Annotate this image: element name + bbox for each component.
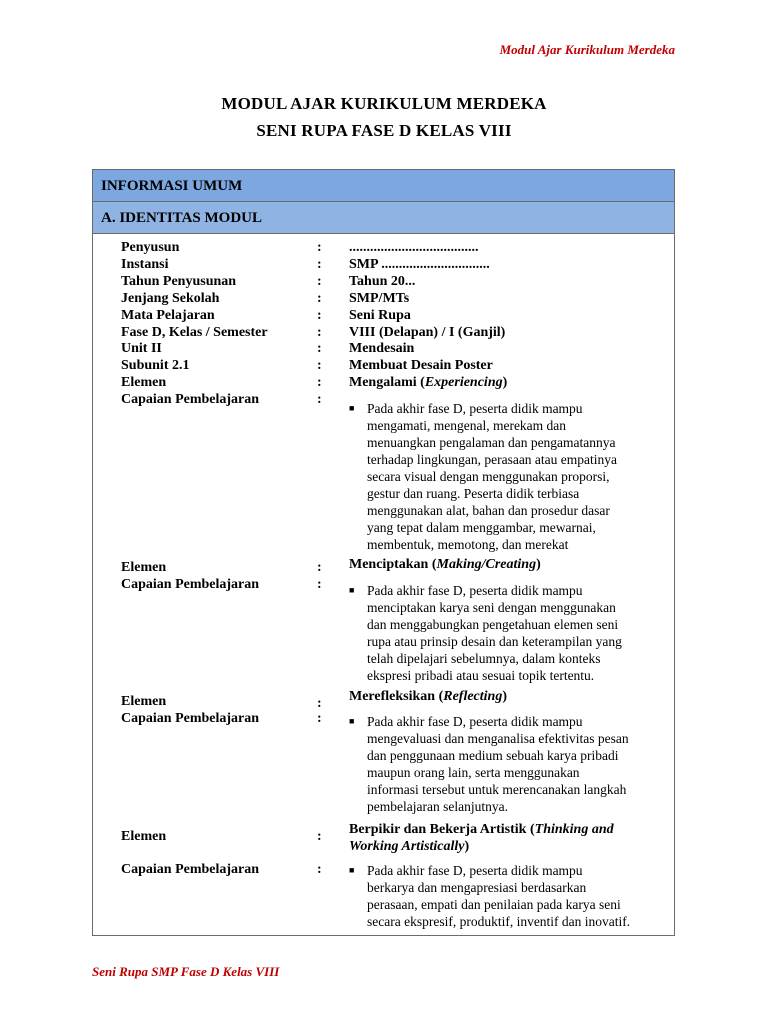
elemen-label: Elemen [121,375,167,390]
identity-value-penyusun: ..................................... [349,240,479,255]
identity-label-subunit: Subunit 2.1 [121,358,190,373]
identity-value-unit: Mendesain [349,341,415,356]
colon: : [317,829,322,844]
colon: : [317,375,322,390]
identity-label-jenjang: Jenjang Sekolah [121,291,220,306]
capaian-label: Capaian Pembelajaran [121,577,260,592]
elemen-label: Elemen [121,694,167,709]
capaian-label: Capaian Pembelajaran [121,711,260,726]
bullet-icon: ■ [349,403,355,413]
section-identity-header: A. IDENTITAS MODUL [93,202,674,234]
header-note: Modul Ajar Kurikulum Merdeka [499,42,675,57]
colon: : [317,577,322,592]
bullet-icon: ■ [349,865,355,875]
colon: : [317,862,322,877]
colon: : [317,341,322,356]
identity-label-penyusun: Penyusun [121,240,180,255]
identity-value-subunit: Membuat Desain Poster [349,358,493,373]
identity-value-mapel: Seni Rupa [349,308,411,323]
colon: : [317,291,322,306]
colon: : [317,358,322,373]
capaian-text: Pada akhir fase D, peserta didik mampu mengevaluasi dan menganalisa efektivitas pesan dan penggunaan medium sebuah karya pribadi maupun orang lain, serta menggunakan informasi tersebut untuk merencanakan langkah pembelajaran selanjutnya. [367,714,629,814]
colon: : [317,308,322,323]
capaian-label: Capaian Pembelajaran [121,862,260,877]
capaian-label: Capaian Pembelajaran [121,392,260,407]
capaian-text: Pada akhir fase D, peserta didik mampu berkarya dan mengapresiasi berdasarkan perasaan, empati dan penilaian pada karya seni secara ekspresif, produktif, inventif dan inovatif. [367,863,631,929]
identity-value-jenjang: SMP/MTs [349,291,410,306]
elemen-value-making: Menciptakan (Making/Creating) [349,557,541,572]
colon: : [317,257,322,272]
colon: : [317,240,322,255]
identity-label-tahun: Tahun Penyusunan [121,274,237,289]
identity-label-unit: Unit II [121,341,162,356]
elemen-label: Elemen [121,560,167,575]
bullet-icon: ■ [349,716,355,726]
identity-value-fase: VIII (Delapan) / I (Ganjil) [349,325,506,340]
identity-label-mapel: Mata Pelajaran [121,308,215,323]
section-general-header: INFORMASI UMUM [93,170,674,202]
identity-value-tahun: Tahun 20... [349,274,416,289]
identity-label-instansi: Instansi [121,257,169,272]
bullet-icon: ■ [349,585,355,595]
colon: : [317,274,322,289]
identity-label-fase: Fase D, Kelas / Semester [121,325,268,340]
elemen-value-thinking: Berpikir dan Bekerja Artistik (Thinking and Working Artistically) [349,822,614,854]
capaian-text: Pada akhir fase D, peserta didik mampu mengamati, mengenal, merekam dan menuangkan pengalaman dan pengamatannya terhadap lingkungan, perasaan atau empatinya secara visual dengan menggunakan proporsi, gestur dan ruang. Peserta didik terbiasa menggunakan alat, bahan dan prosedur dasar yang tepat dalam menggambar, mewarnai, membentuk, memotong, dan merekat [367,401,618,552]
capaian-text: Pada akhir fase D, peserta didik mampu menciptakan karya seni dengan menggunakan dan menggabungkan pengetahuan elemen seni rupa atau prinsip desain dan keterampilan yang telah dipelajari sebelumnya, dalam konteks ekspresi pribadi atau sesuai topik tertentu. [367,583,622,683]
document-subtitle: SENI RUPA FASE D KELAS VIII [256,121,512,140]
colon: : [317,560,322,575]
elemen-label: Elemen [121,829,167,844]
document-title: MODUL AJAR KURIKULUM MERDEKA [221,94,547,113]
elemen-value-experiencing: Mengalami (Experiencing) [349,375,508,390]
footer-note: Seni Rupa SMP Fase D Kelas VIII [92,964,280,979]
colon: : [317,711,322,726]
colon: : [317,696,322,711]
identity-value-instansi: SMP ............................... [349,257,490,272]
elemen-value-reflecting: Merefleksikan (Reflecting) [349,689,508,704]
colon: : [317,325,322,340]
colon: : [317,392,322,407]
